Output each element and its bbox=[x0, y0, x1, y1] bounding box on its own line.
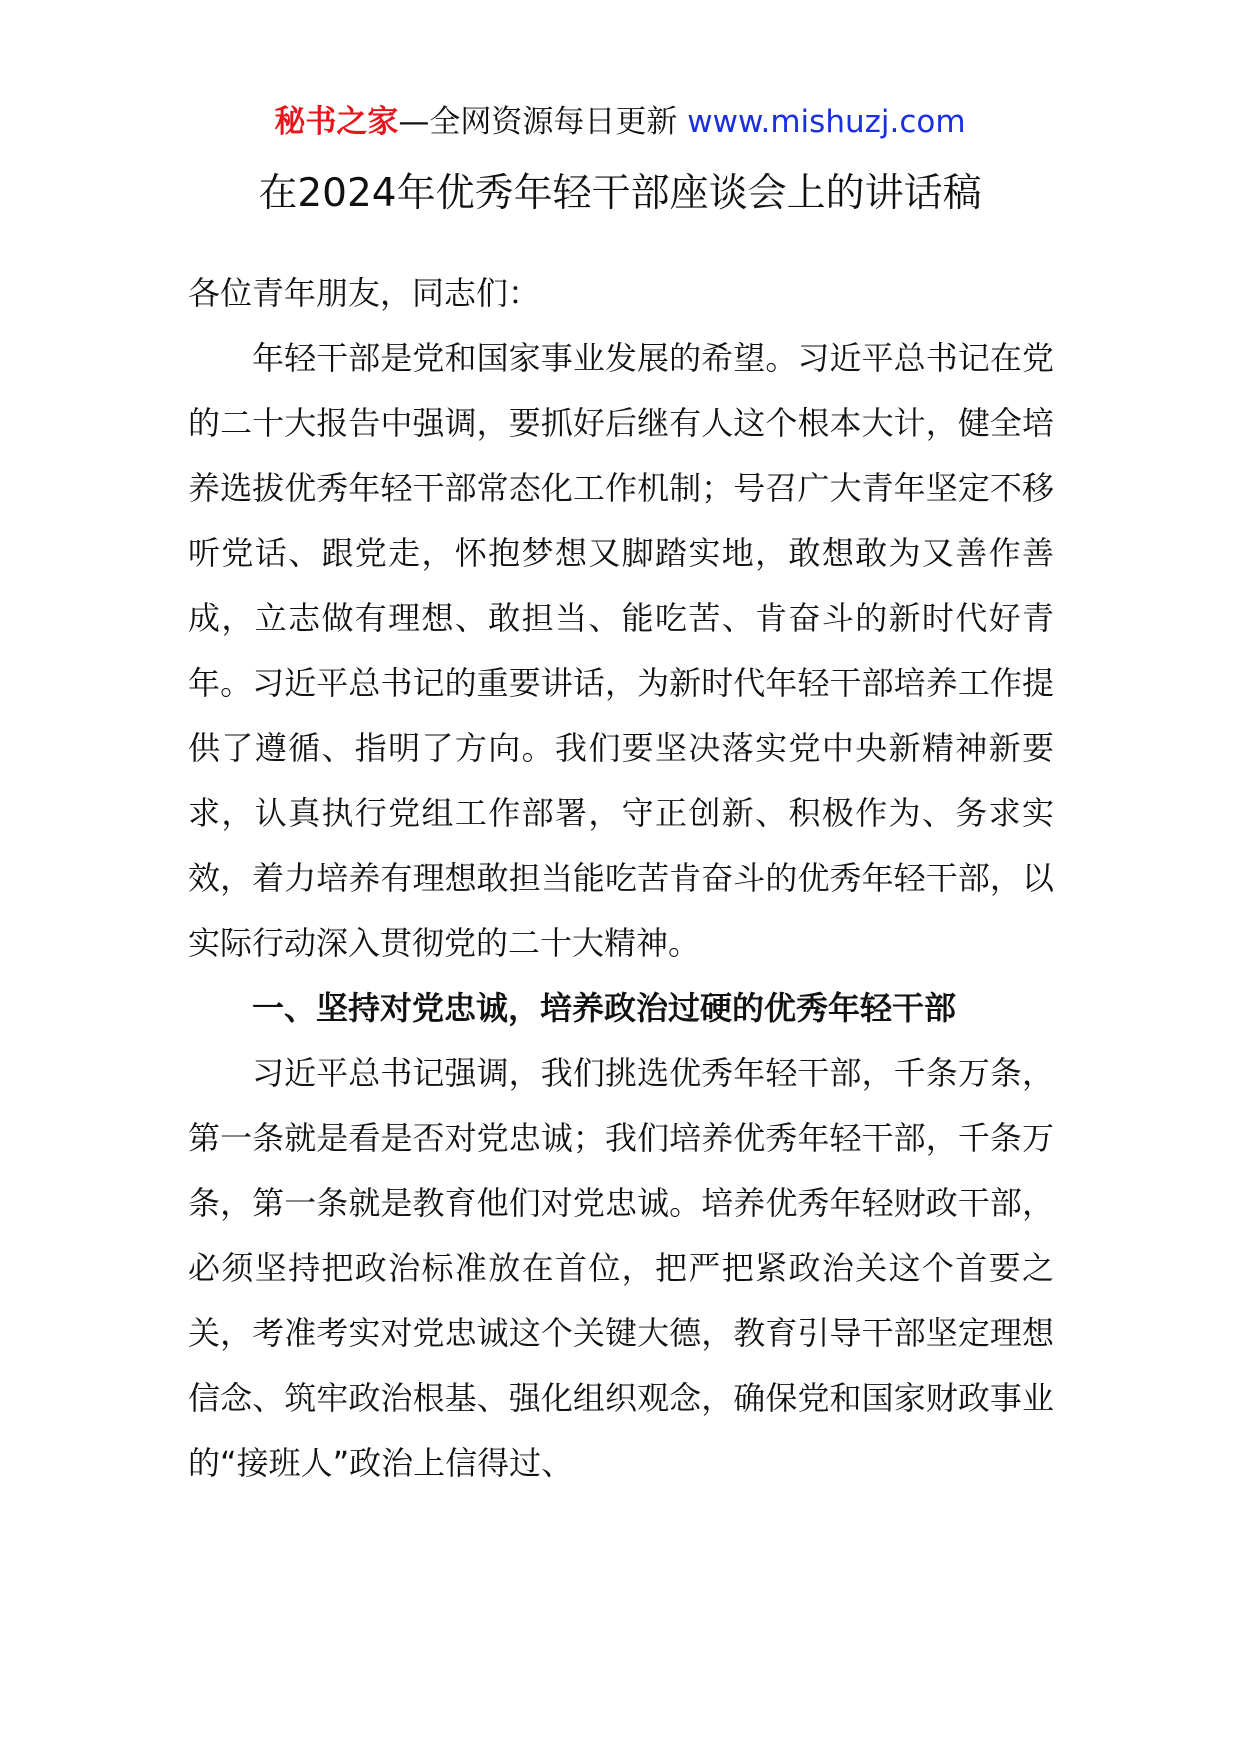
section-heading: 一、坚持对党忠诚，培养政治过硬的优秀年轻干部 bbox=[252, 989, 957, 1027]
salutation: 各位青年朋友，同志们： bbox=[188, 274, 541, 312]
body-paragraph: 习近平总书记强调，我们挑选优秀年轻干部，千条万条，第一条就是看是否对党忠诚；我们培养优秀年轻干部，千条万条，第一条就是教育他们对党忠诚。培养优秀年轻财政干部，必须坚持把政治标准放在首位，把严把紧政治关这个首要之关，考准考实对党忠诚这个关键大德，教育引导干部坚定理想信念、筑牢政治根基、强化组织观念，确保党和国家财政事业的“接班人”政治上信得过、 bbox=[188, 1054, 1054, 1482]
banner-tagline: —全网资源每日更新 bbox=[398, 104, 688, 140]
brand-name: 秘书之家 bbox=[274, 104, 399, 140]
body-paragraph: 年轻干部是党和国家事业发展的希望。习近平总书记在党的二十大报告中强调，要抓好后继有人这个根本大计，健全培养选拔优秀年轻干部常态化工作机制；号召广大青年坚定不移听党话、跟党走，怀抱梦想又脚踏实地，敢想敢为又善作善成，立志做有理想、敢担当、能吃苦、肯奋斗的新时代好青年。习近平总书记的重要讲话，为新时代年轻干部培养工作提供了遵循、指明了方向。我们要坚决落实党中央新精神新要求，认真执行党组工作部署，守正创新、积极作为、务求实效，着力培养有理想敢担当能吃苦肯奋斗的优秀年轻干部，以实际行动深入贯彻党的二十大精神。 bbox=[188, 339, 1054, 962]
document-body bbox=[188, 261, 1054, 1496]
site-banner bbox=[0, 100, 1240, 144]
site-url-link[interactable]: www.mishuzj.com bbox=[687, 104, 966, 140]
document-title: 在2024年优秀年轻干部座谈会上的讲话稿 bbox=[258, 171, 982, 216]
